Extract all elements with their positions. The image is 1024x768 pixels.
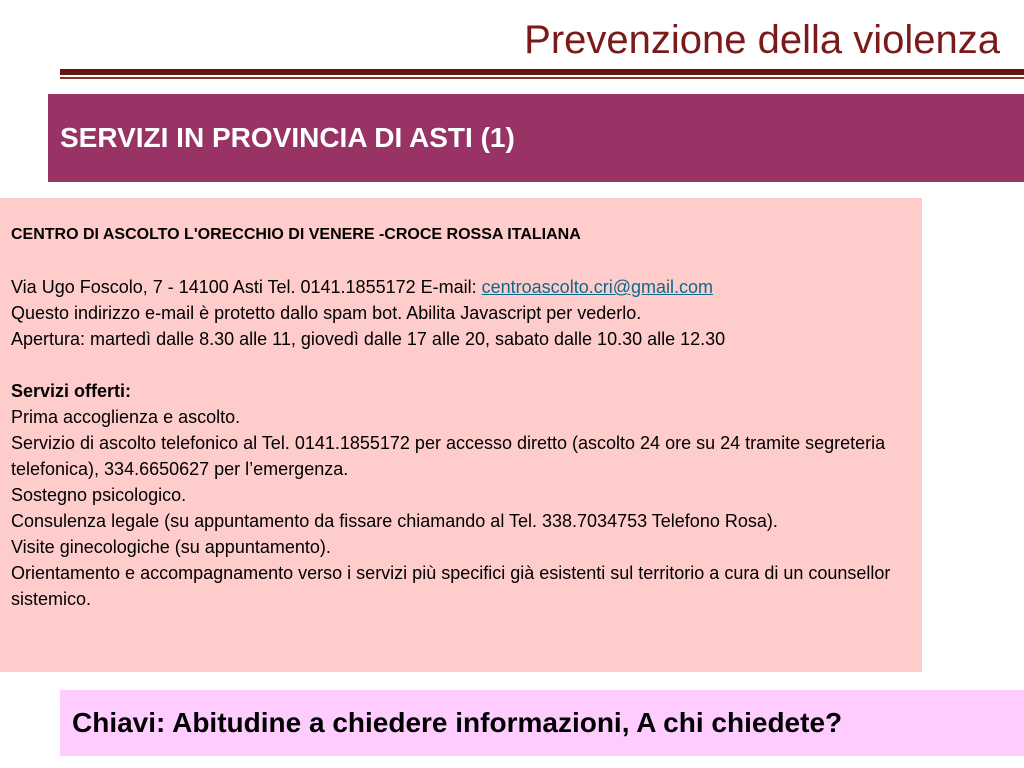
organization-name: CENTRO DI ASCOLTO L'ORECCHIO DI VENERE -CROCE ROSSA ITALIANA bbox=[11, 226, 581, 243]
spacer bbox=[11, 248, 922, 274]
spam-note: Questo indirizzo e-mail è protetto dallo spam bot. Abilita Javascript per vederlo. bbox=[11, 303, 642, 323]
service-item: Servizio di ascolto telefonico al Tel. 0141.1855172 per accesso diretto (ascolto 24 ore su 24 tramite segreteria telefonica), 334.6650627 per l’emergenza. bbox=[11, 433, 886, 479]
title-divider-thin bbox=[60, 77, 1024, 79]
opening-hours: Apertura: martedì dalle 8.30 alle 11, giovedì dalle 17 alle 20, sabato dalle 10.30 alle 12.30 bbox=[11, 329, 726, 349]
service-info-box bbox=[0, 198, 922, 672]
title-divider bbox=[60, 69, 1024, 75]
section-heading: SERVIZI IN PROVINCIA DI ASTI (1) bbox=[60, 122, 515, 153]
email-link[interactable]: centroascolto.cri@gmail.com bbox=[481, 277, 713, 297]
spacer bbox=[11, 352, 922, 378]
address-line bbox=[11, 274, 922, 300]
services-label: Servizi offerti: bbox=[11, 381, 132, 401]
keys-box bbox=[60, 690, 1024, 756]
slide-title: Prevenzione della violenza bbox=[524, 18, 1000, 62]
keys-text: Chiavi: Abitudine a chiedere informazioni, A chi chiedete? bbox=[72, 707, 843, 738]
service-item: Consulenza legale (su appuntamento da fissare chiamando al Tel. 338.7034753 Telefono Rosa). bbox=[11, 511, 778, 531]
address-text: Via Ugo Foscolo, 7 - 14100 Asti Tel. 0141.1855172 E-mail: bbox=[11, 277, 482, 297]
section-banner bbox=[48, 94, 1024, 182]
service-item: Visite ginecologiche (su appuntamento). bbox=[11, 537, 331, 557]
service-item: Prima accoglienza e ascolto. bbox=[11, 407, 241, 427]
service-item: Sostegno psicologico. bbox=[11, 485, 187, 505]
service-item: Orientamento e accompagnamento verso i servizi più specifici già esistenti sul territorio a cura di un counsellor sistemico. bbox=[11, 563, 891, 609]
